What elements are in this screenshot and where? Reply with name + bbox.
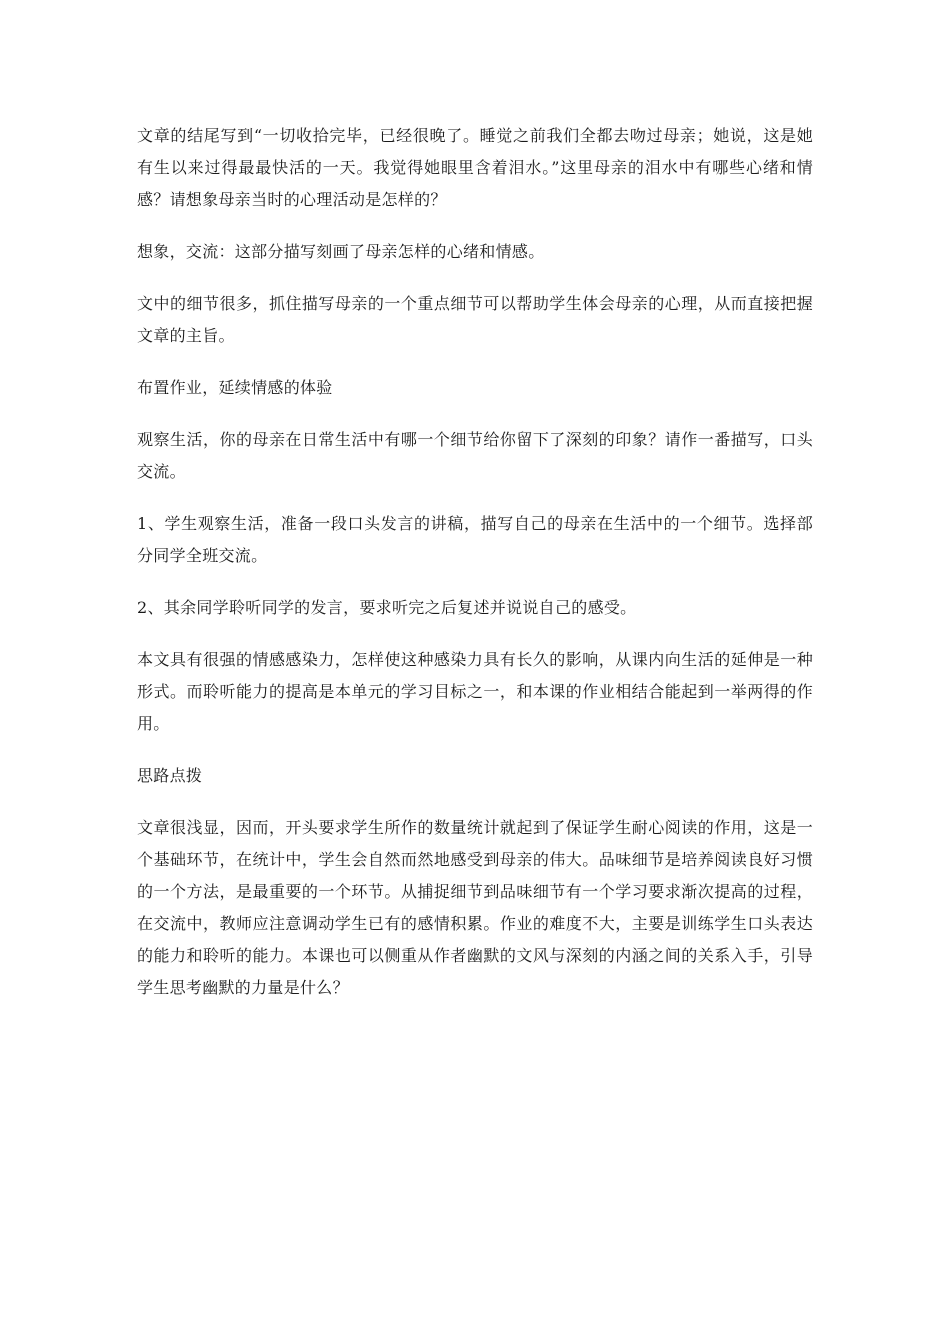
paragraph-ending-question: 文章的结尾写到“一切收拾完毕，已经很晚了。睡觉之前我们全都去吻过母亲；她说，这是她有生以来过得最最快活的一天。我觉得她眼里含着泪水。”这里母亲的泪水中有哪些心绪和情感？请想象母亲当时的心理活动是怎样的？ xyxy=(137,126,813,209)
paragraph-imagine-exchange: 想象，交流：这部分描写刻画了母亲怎样的心绪和情感。 xyxy=(137,242,545,261)
list-item-1: 1、学生观察生活，准备一段口头发言的讲稿，描写自己的母亲在生活中的一个细节。选择部分同学全班交流。 xyxy=(137,514,813,565)
document-body xyxy=(137,120,813,1024)
section-heading-thinking-tips: 思路点拨 xyxy=(137,766,203,785)
paragraph-detail-note: 文中的细节很多，抓住描写母亲的一个重点细节可以帮助学生体会母亲的心理，从而直接把握文章的主旨。 xyxy=(137,294,813,345)
section-heading-homework: 布置作业，延续情感的体验 xyxy=(137,378,333,397)
paragraph-emotional-appeal: 本文具有很强的情感感染力，怎样使这种感染力具有长久的影响，从课内向生活的延伸是一种形式。而聆听能力的提高是本单元的学习目标之一，和本课的作业相结合能起到一举两得的作用。 xyxy=(137,650,813,733)
list-item-2: 2、其余同学聆听同学的发言，要求听完之后复述并说说自己的感受。 xyxy=(137,598,637,617)
paragraph-thinking-tips: 文章很浅显，因而，开头要求学生所作的数量统计就起到了保证学生耐心阅读的作用，这是一个基础环节，在统计中，学生会自然而然地感受到母亲的伟大。品味细节是培养阅读良好习惯的一个方法，是最重要的一个环节。从捕捉细节到品味细节有一个学习要求渐次提高的过程，在交流中，教师应注意调动学生已有的感情积累。作业的难度不大，主要是训练学生口头表达的能力和聆听的能力。本课也可以侧重从作者幽默的文风与深刻的内涵之间的关系入手，引导学生思考幽默的力量是什么？ xyxy=(137,818,813,997)
paragraph-observe-life: 观察生活，你的母亲在日常生活中有哪一个细节给你留下了深刻的印象？请作一番描写，口头交流。 xyxy=(137,430,813,481)
